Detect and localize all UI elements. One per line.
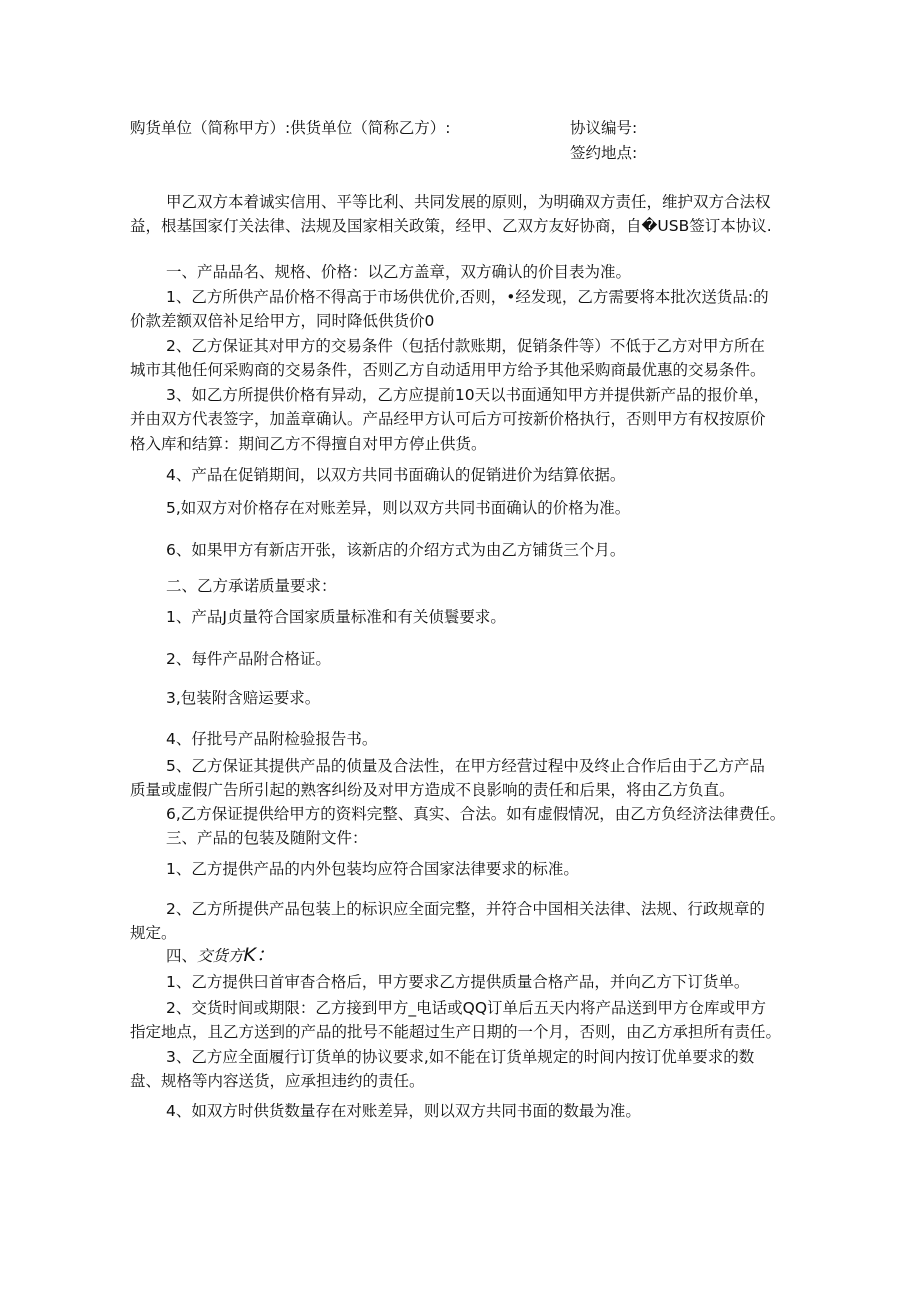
section-4-title-suffix: K： <box>243 944 275 966</box>
section-3-item-2a: 2、乙方所提供产品包装上的标识应全面完整，并符合中国相关法律、法规、行政规章的 <box>166 900 765 918</box>
section-4-title-text: 交货方 <box>197 947 244 965</box>
preamble-line-2: 益，根基国家仃关法律、法规及国家相关政策，经甲、乙双方友好协商，自�USB签订本协议. <box>130 217 772 235</box>
section-4-title-number: 四、 <box>166 947 198 965</box>
header-agreement-no: 协议编号: <box>570 119 638 137</box>
section-3-title: 三、产品的包装及随附文件： <box>166 829 368 847</box>
section-1-item-2a: 2、乙方保证其对甲方的交易条件（包括付款账期，促销条件等）不低于乙方对甲方所在 <box>166 337 765 355</box>
section-3-item-2b: 规定。 <box>130 924 177 942</box>
section-4-item-3a: 3、乙方应全面履行订货单的协议要求,如不能在订货单规定的时间内按订优单要求的数 <box>166 1048 755 1066</box>
section-1-item-1b: 价款差额双倍补足给甲方，同时降低供货价0 <box>130 312 435 330</box>
section-1-item-2b: 城市其他任何采购商的交易条件，否则乙方自动适用甲方给予其他采购商最优惠的交易条件。 <box>130 361 766 379</box>
section-1-item-3b: 并由双方代表签字，加盖章确认。产品经甲方认可后方可按新价格执行，否则甲方有权按原价 <box>130 410 766 428</box>
section-3-item-1: 1、乙方提供产品的内外包装均应符合国家法律要求的标准。 <box>166 860 579 878</box>
section-1-item-1a: 1、乙方所供产品价格不得高于市场供优价,否则，•经发现，乙方需要将本批次送货品:的 <box>166 288 769 306</box>
section-4-item-2a: 2、交货时间或期限：乙方接到甲方_电话或QQ订单后五天内将产品送到甲方仓库或甲方 <box>166 999 767 1017</box>
preamble-line-1: 甲乙双方本着诚实信用、平等比利、共同发展的原则，为明确双方责任，维护双方合法权 <box>166 193 771 211</box>
section-1-item-4: 4、产品在促销期间，以双方共同书面确认的促销进价为结算依据。 <box>166 466 626 484</box>
section-2-item-2: 2、每件产品附合格证。 <box>166 650 331 668</box>
section-4-item-4: 4、如双方时供货数量存在对账差异，则以双方共同书面的数最为准。 <box>166 1102 641 1120</box>
section-4-item-3b: 盘、规格等内容送货，应承担违约的责任。 <box>130 1072 425 1090</box>
section-2-item-5a: 5、乙方保证其提供产品的侦量及合法性，在甲方经营过程中及终止合作后由于乙方产品 <box>166 757 765 775</box>
section-4-item-2b: 指定地点，且乙方送到的产品的批号不能超过生产日期的一个月，否则，由乙方承担所有责任。 <box>130 1023 782 1041</box>
section-1-item-3a: 3、如乙方所提供价格有异动，乙方应提前10天以书面通知甲方并提供新产品的报价单， <box>166 386 770 404</box>
section-2-item-3: 3,包装附含赔运要求。 <box>166 689 321 707</box>
section-2-title: 二、乙方承诺质量要求： <box>166 577 337 595</box>
section-4-title <box>166 945 275 966</box>
section-2-item-5b: 质量或虚假广告所引起的熟客纠纷及对甲方造成不良影响的责任和后果，将由乙方负直。 <box>130 781 735 799</box>
section-4-item-1: 1、乙方提供曰首审杳合格后，甲方要求乙方提供质量合格产品，并向乙方下订货单。 <box>166 973 750 991</box>
header-sign-place: 签约地点: <box>570 144 638 162</box>
section-1-item-3c: 格入库和结算：期间乙方不得擅自对甲方停止供货。 <box>130 435 487 453</box>
section-1-item-6: 6、如果甲方有新店开张，该新店的介绍方式为由乙方铺货三个月。 <box>166 541 626 559</box>
section-2-item-4: 4、仔批号产品附检验报告书。 <box>166 730 378 748</box>
header-parties: 购货单位（简称甲方）:供货单位（简称乙方）: <box>130 119 451 137</box>
section-2-item-1: 1、产品J贞量符合国家质量标准和有关侦鬟要求。 <box>166 608 506 626</box>
section-2-item-6: 6,乙方保证提供给甲方的资料完整、真实、合法。如有虚假情况，由乙方负经济法律费任。 <box>166 805 786 823</box>
section-1-title: 一、产品品名、规格、价格：以乙方盖章，双方确认的价目表为准。 <box>166 263 632 281</box>
section-1-item-5: 5,如双方对价格存在对账差异，则以双方共同书面确认的价格为准。 <box>166 499 631 517</box>
